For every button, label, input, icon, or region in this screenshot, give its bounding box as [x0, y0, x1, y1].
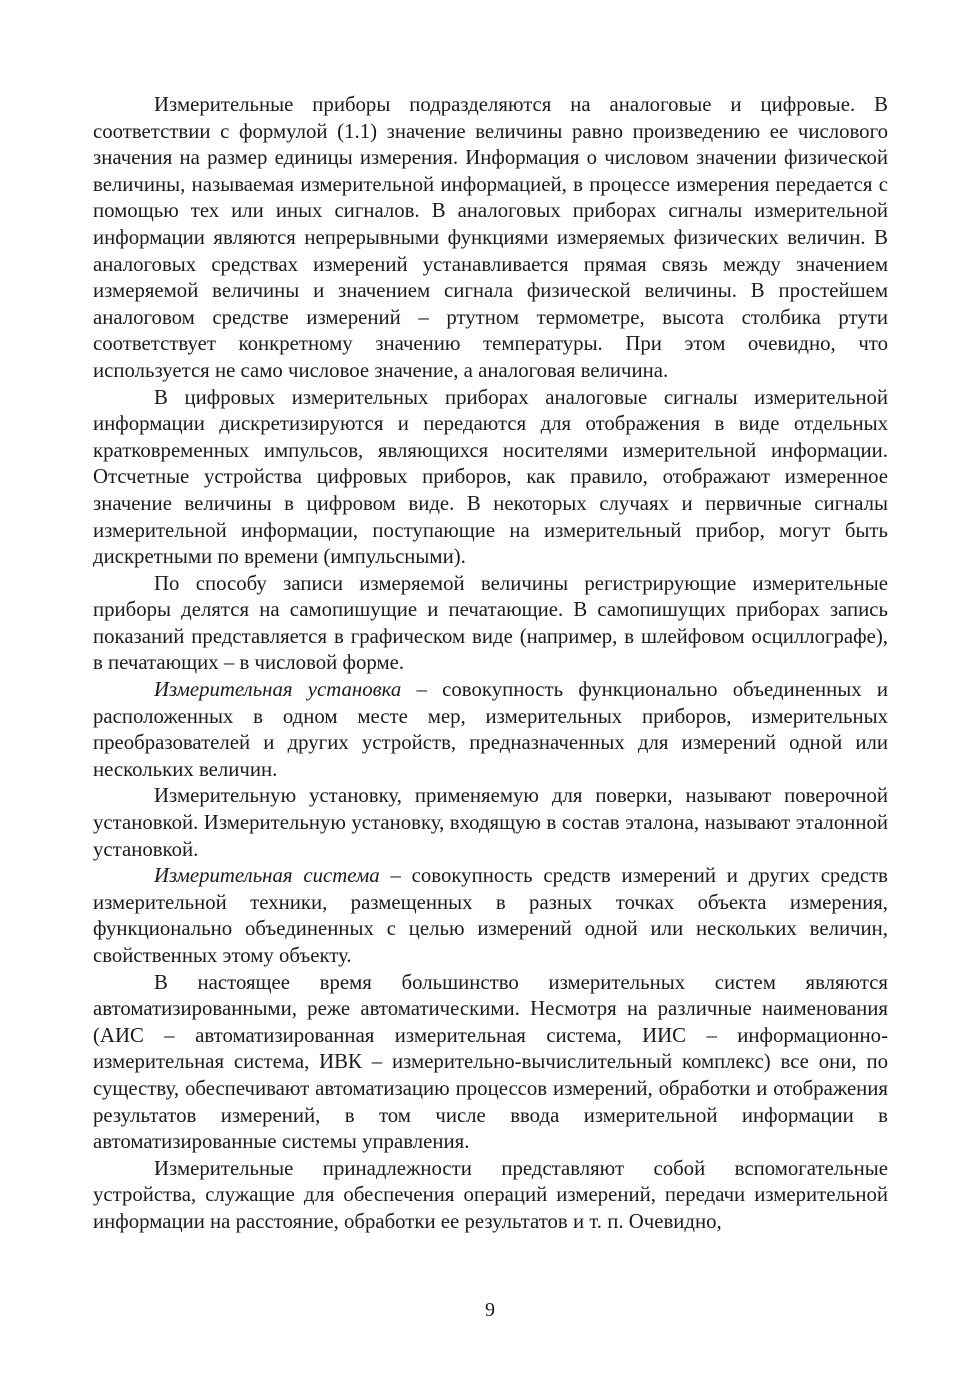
paragraph-measuring-accessories: [93, 1156, 888, 1236]
paragraph-automated-systems: [93, 970, 888, 1156]
paragraph-text: Измерительную установку, применяемую для поверки, называют поверочной установкой. Измерительную установку, входящую в состав эталона, называют эталонной установкой.: [93, 784, 888, 861]
paragraph-text: – совокупность функционально объединенных и расположенных в одном месте мер, измерительных приборов, измерительных преобразователей и других устройств, предназначенных для измерений одной или нескольких величин.: [93, 678, 888, 781]
term-measuring-system: Измерительная система: [154, 864, 380, 888]
paragraph-text: Измерительные приборы подразделяются на аналоговые и цифровые. В соответствии с формулой (1.1) значение величины равно произведению ее числового значения на размер единицы измерения. Информация о числовом значении физической величины, называемая измерительной информацией, в процессе измерения передается с помощью тех или иных сигналов. В аналоговых приборах сигналы измерительной информации являются непрерывными функциями измеряемых физических величин. В аналоговых средствах измерений устанавливается прямая связь между значением измеряемой величины и значением сигнала физической величины. В простейшем аналоговом средстве измерений – ртутном термометре, высота столбика ртути соответствует конкретному значению температуры. При этом очевидно, что используется не само числовое значение, а аналоговая величина.: [93, 93, 888, 382]
paragraph-text: Измерительные принадлежности представляют собой вспомогательные устройства, служащие для обеспечения операций измерений, передачи измерительной информации на расстояние, обработки ее результатов и т. п. Очевидно,: [93, 1156, 888, 1233]
page-number: 9: [485, 1299, 495, 1321]
paragraph-measuring-setup-definition: [93, 677, 888, 783]
paragraph-text: По способу записи измеряемой величины регистрирующие измерительные приборы делятся на самопишущие и печатающие. В самопишущих приборах запись показаний представляется в графическом виде (например, в шлейфовом осциллографе), в печатающих – в числовой форме.: [93, 571, 888, 675]
paragraph-analog-digital: [93, 92, 888, 385]
paragraph-text: – совокупность средств измерений и других средств измерительной техники, размещенных в разных точках объекта измерения, функционально объединенных с целью измерений одной или нескольких величин, свойственных этому объекту.: [93, 864, 888, 967]
paragraph-text: В цифровых измерительных приборах аналоговые сигналы измерительной информации дискретизируются и передаются для отображения в виде отдельных кратковременных импульсов, являющихся носителями измерительной информации. Отсчетные устройства цифровых приборов, как правило, отображают измеренное значение величины в цифровом виде. В некоторых случаях и первичные сигналы измерительной информации, поступающие на измерительный прибор, могут быть дискретными по времени (импульсными).: [93, 385, 888, 569]
paragraph-measuring-system-definition: [93, 863, 888, 969]
paragraph-digital-instruments: [93, 385, 888, 571]
term-measuring-setup: Измерительная установка: [154, 678, 402, 702]
paragraph-recording-instruments: [93, 571, 888, 677]
paragraph-text: В настоящее время большинство измерительных систем являются автоматизированными, реже автоматическими. Несмотря на различные наименования (АИС – автоматизированная измерительная система, ИИС – информационно-измерительная система, ИВК – измерительно-вычислительный комплекс) все они, по существу, обеспечивают автоматизацию процессов измерений, обработки и отображения результатов измерений, в том числе ввода измерительной информации в автоматизированные системы управления.: [93, 970, 888, 1154]
paragraph-verification-setup: [93, 783, 888, 863]
page-body: [93, 92, 888, 1236]
